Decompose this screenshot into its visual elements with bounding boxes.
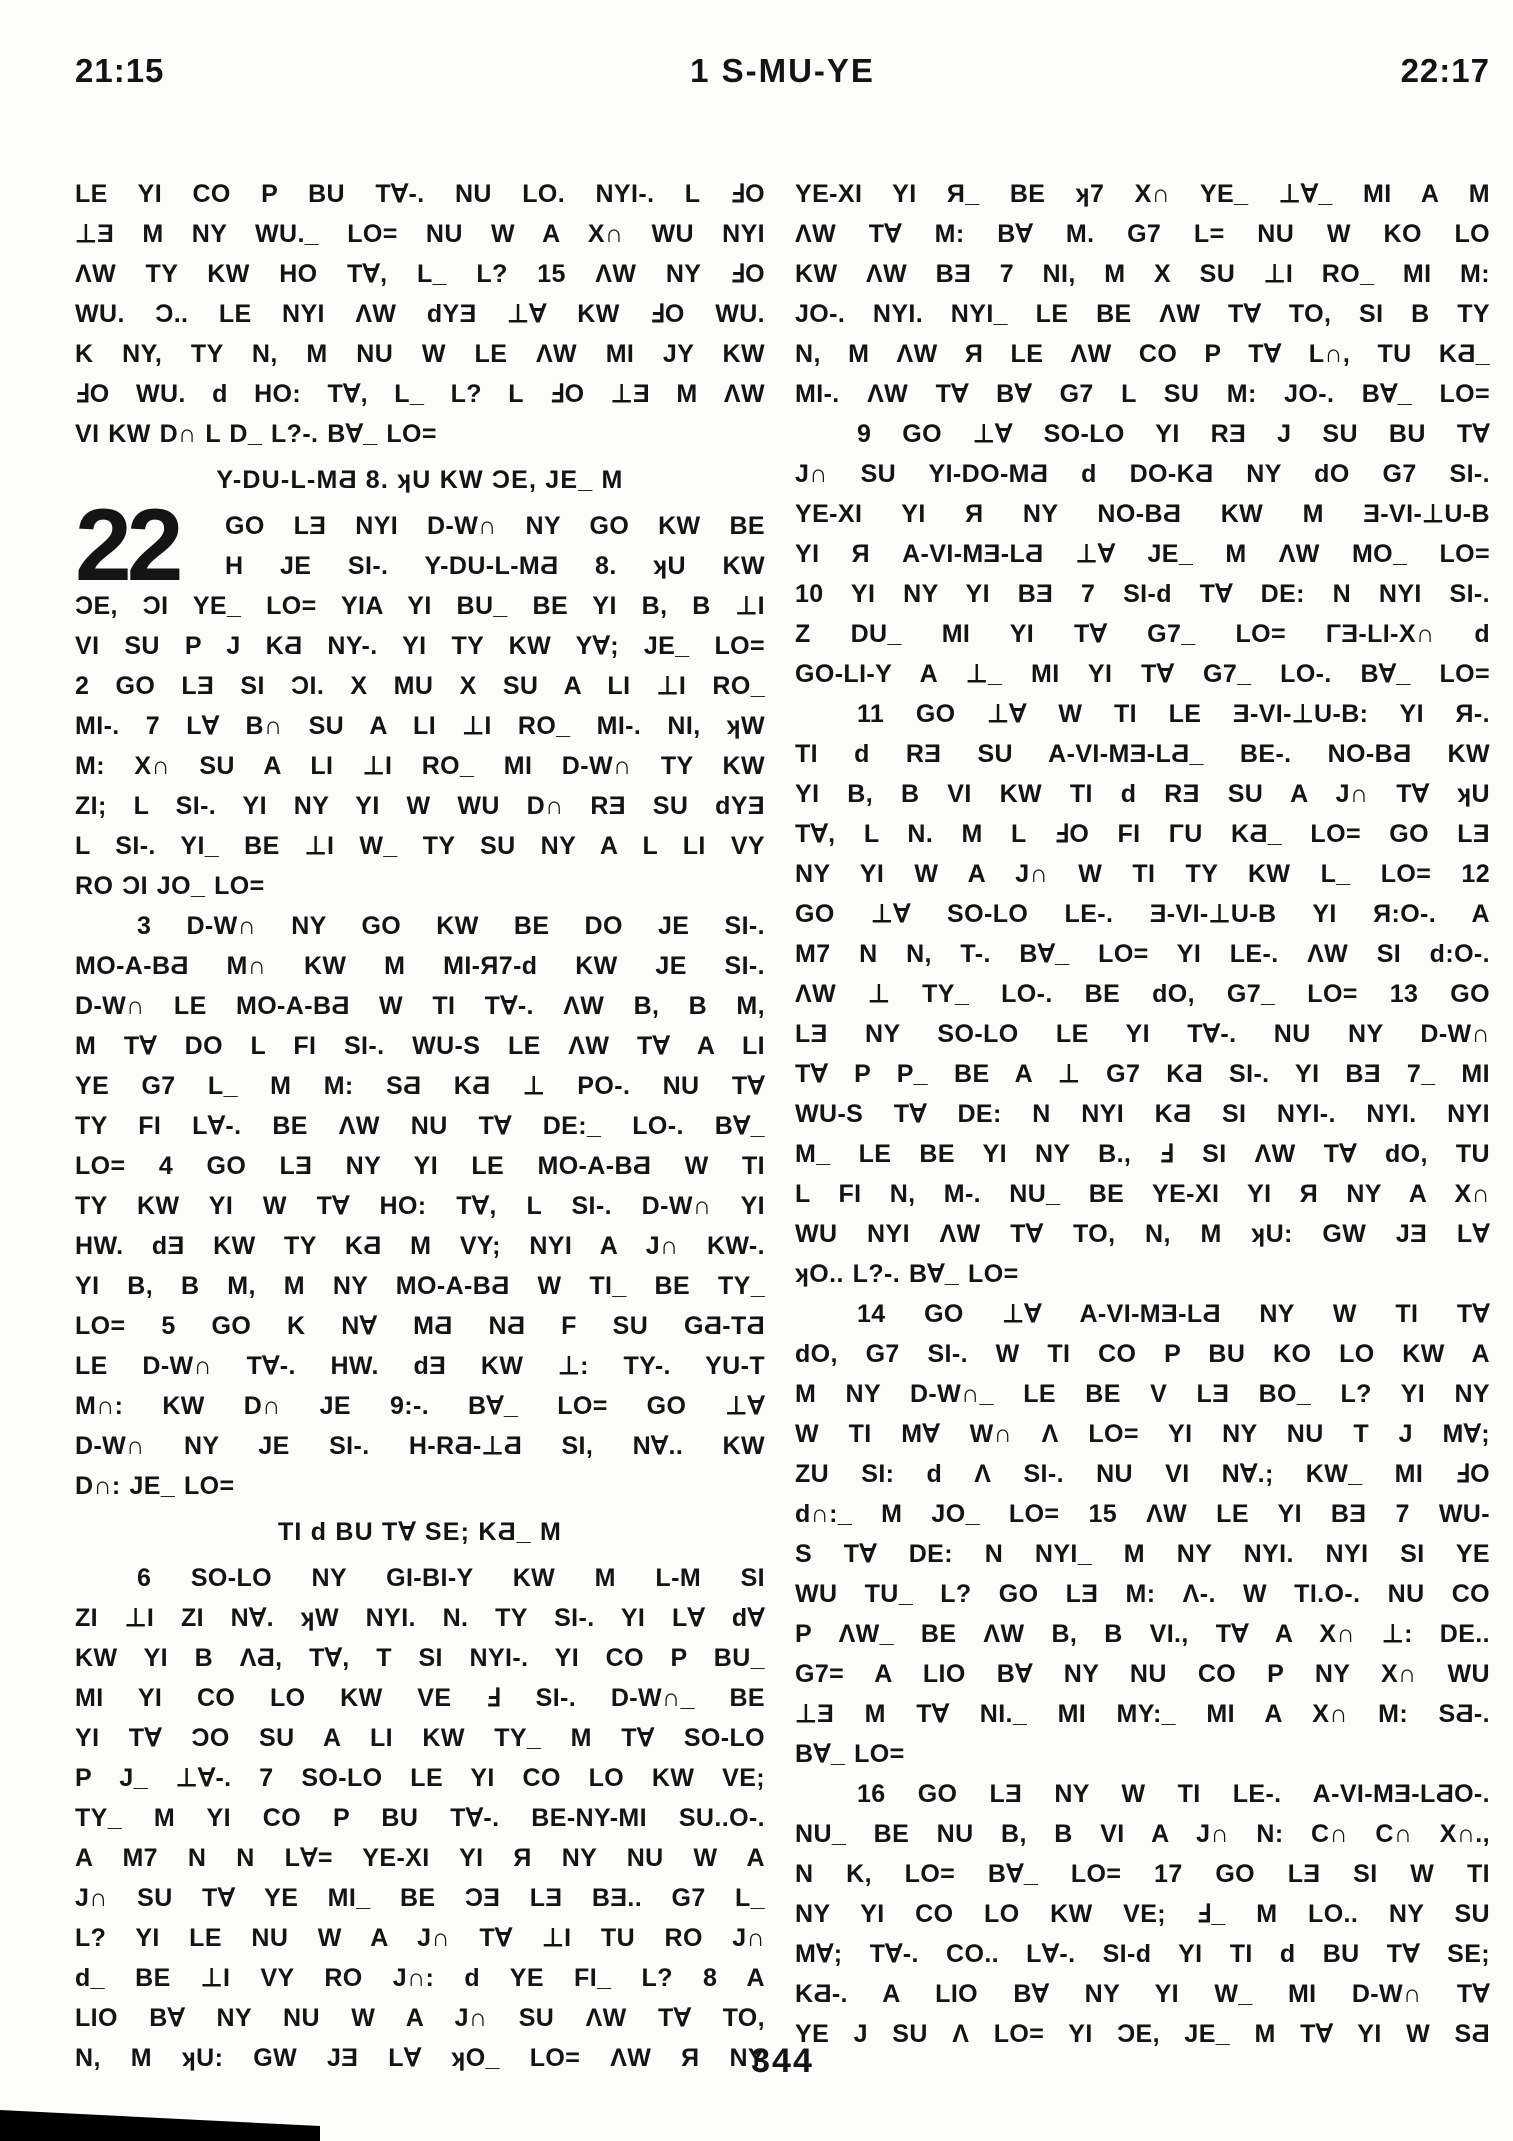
text-line: LE D-W∩ T∀-. HW. dƎ KW ⊥: TY-. YU-T — [75, 1352, 765, 1380]
text-line: MI-. ΛW T∀ B∀ G7 L SU M: JO-. B∀_ LO= — [795, 380, 1490, 408]
text-line: MO-A-BƋ M∩ KW M MI-Я7-d KW JE SI-. — [75, 952, 765, 980]
text-line: TI d RƎ SU A-VI-MƎ-LƋ_ BE-. NO-BƋ KW — [795, 740, 1490, 768]
paragraph — [75, 1558, 765, 2078]
text-line: M_ LE BE YI NY B., Ⅎ SI ΛW T∀ dO, TU — [795, 1140, 1490, 1168]
running-header — [75, 0, 1490, 90]
text-line: 10 YI NY YI BƎ 7 SI-d T∀ DE: N NYI SI-. — [795, 580, 1490, 608]
text-line: ΛW TY KW HO T∀, L_ L? 15 ΛW NY ℲO — [75, 260, 765, 288]
text-line: 2 GO LƎ SI ƆI. X MU X SU A LI ⊥I RO_ — [75, 672, 765, 700]
text-line: D-W∩ LE MO-A-BƋ W TI T∀-. ΛW B, B M, — [75, 992, 765, 1020]
text-line: P ΛW_ BE ΛW B, B VI., T∀ A X∩ ⊥: DE.. — [795, 1620, 1490, 1648]
text-line: D-W∩ NY JE SI-. H-RƋ-⊥Ƌ SI, N∀.. KW — [75, 1432, 765, 1460]
paragraph — [795, 174, 1490, 2054]
text-line: ƆE, ƆI YE_ LO= YIA YI BU_ BE YI B, B ⊥I — [75, 592, 765, 620]
text-line: Z DU_ MI YI T∀ G7_ LO= ΓƎ-LI-X∩ d — [795, 620, 1490, 648]
text-line: NU_ BE NU B, B VI A J∩ N: C∩ C∩ X∩., — [795, 1820, 1490, 1848]
text-line: HW. dƎ KW TY KƋ M VY; NYI A J∩ KW-. — [75, 1232, 765, 1260]
text-line: NY YI W A J∩ W TI TY KW L_ LO= 12 — [795, 860, 1490, 888]
text-line: JO-. NYI. NYI_ LE BE ΛW T∀ TO, SI B TY — [795, 300, 1490, 328]
text-line: LE YI CO P BU T∀-. NU LO. NYI-. L ℲO — [75, 180, 765, 208]
text-line: 14 GO ⊥∀ A-VI-MƎ-LƋ NY W TI T∀ — [857, 1300, 1490, 1328]
text-line: 3 D-W∩ NY GO KW BE DO JE SI-. — [137, 912, 765, 940]
text-line: ZI ⊥I ZI N∀. ʞW NYI. N. TY SI-. YI L∀ d∀ — [75, 1604, 765, 1632]
header-right-reference: 22:17 — [1400, 52, 1490, 89]
text-line: B∀_ LO= — [795, 1740, 905, 1768]
column-right — [795, 174, 1490, 2078]
page-number: 344 — [751, 2042, 814, 2080]
text-line: LO= 4 GO LƎ NY YI LE MO-A-BƋ W TI — [75, 1152, 765, 1180]
text-line: M NY D-W∩_ LE BE V LƎ BO_ L? YI NY — [795, 1380, 1490, 1408]
text-line: KW YI B ΛƋ, T∀, T SI NYI-. YI CO P BU_ — [75, 1644, 765, 1672]
text-line: GO-LI-Y A ⊥_ MI YI T∀ G7_ LO-. B∀_ LO= — [795, 660, 1490, 688]
text-line: J∩ SU YI-DO-MƋ d DO-KƋ NY dO G7 SI-. — [795, 460, 1490, 488]
text-line: YI B, B M, M NY MO-A-BƋ W TI_ BE TY_ — [75, 1272, 765, 1300]
text-line: N, M ʞU: GW JƎ L∀ ʞO_ LO= ΛW Я NY — [75, 2044, 765, 2072]
section-heading: TI d BU T∀ SE; KƋ_ M — [277, 1518, 563, 1546]
text-line: WU NYI ΛW T∀ TO, N, M ʞU: GW JƎ L∀ — [795, 1220, 1490, 1248]
text-line: ʞO.. L?-. B∀_ LO= — [795, 1260, 1019, 1288]
text-line: J∩ SU T∀ YE MI_ BE ƆƎ LƎ BƎ.. G7 L_ — [75, 1884, 765, 1912]
text-line: G7= A LIO B∀ NY NU CO P NY X∩ WU — [795, 1660, 1490, 1688]
text-line: LƎ NY SO-LO LE YI T∀-. NU NY D-W∩ — [795, 1020, 1490, 1048]
text-line: d_ BE ⊥I VY RO J∩: d YE FI_ L? 8 A — [75, 1964, 765, 1992]
text-line: T∀, L N. M L ℲO FI ΓU KƋ_ LO= GO LƎ — [795, 820, 1490, 848]
text-line: YE G7 L_ M M: SƋ KƋ ⊥ PO-. NU T∀ — [75, 1072, 765, 1100]
text-line: KW ΛW BƎ 7 NI, M X SU ⊥I RO_ MI M: — [795, 260, 1490, 288]
text-line: TY KW YI W T∀ HO: T∀, L SI-. D-W∩ YI — [75, 1192, 765, 1220]
text-line: 9 GO ⊥∀ SO-LO YI RƎ J SU BU T∀ — [857, 420, 1490, 448]
text-line: LO= 5 GO K N∀ MƋ NƋ F SU GƋ-TƋ — [75, 1312, 765, 1340]
chapter-number: 22 — [75, 488, 179, 602]
text-line: N, M ΛW Я LE ΛW CO P T∀ L∩, TU KƋ_ — [795, 340, 1490, 368]
column-left — [75, 174, 765, 2078]
text-line: VI KW D∩ L D_ L?-. B∀_ LO= — [75, 420, 437, 448]
text-line: YI T∀ ƆO SU A LI KW TY_ M T∀ SO-LO — [75, 1724, 765, 1752]
text-line: WU TU_ L? GO LƎ M: Λ-. W TI.O-. NU CO — [795, 1580, 1490, 1608]
text-line: M: X∩ SU A LI ⊥I RO_ MI D-W∩ TY KW — [75, 752, 765, 780]
header-left-reference: 21:15 — [75, 52, 165, 89]
text-line: YE-XI YI Я_ BE ʞ7 X∩ YE_ ⊥∀_ MI A M — [795, 180, 1490, 208]
scan-artifact-black-wedge — [0, 2091, 320, 2141]
header-book-title: 1 S-MU-YE — [690, 52, 875, 89]
text-line: ⊥Ǝ M NY WU._ LO= NU W A X∩ WU NYI — [75, 220, 765, 248]
paragraph — [75, 174, 765, 454]
text-line: S T∀ DE: N NYI_ M NY NYI. NYI SI YE — [795, 1540, 1490, 1568]
text-line: ⊥Ǝ M T∀ NI._ MI MY:_ MI A X∩ M: SƋ-. — [795, 1700, 1490, 1728]
text-line: ΛW ⊥ TY_ LO-. BE dO, G7_ LO= 13 GO — [795, 980, 1490, 1008]
text-line: L? YI LE NU W A J∩ T∀ ⊥I TU RO J∩ — [75, 1924, 765, 1952]
text-line: W TI M∀ W∩ Λ LO= YI NY NU T J M∀; — [795, 1420, 1490, 1448]
text-line: YE J SU Λ LO= YI ƆE, JE_ M T∀ YI W SƋ — [795, 2020, 1490, 2048]
text-line: LIO B∀ NY NU W A J∩ SU ΛW T∀ TO, — [75, 2004, 765, 2032]
text-line: VI SU P J KƋ NY-. YI TY KW Y∀; JE_ LO= — [75, 632, 765, 660]
text-line: 16 GO LƎ NY W TI LE-. A-VI-MƎ-LƋO-. — [857, 1780, 1490, 1808]
text-line: N K, LO= B∀_ LO= 17 GO LƎ SI W TI — [795, 1860, 1490, 1888]
text-line: P J_ ⊥∀-. 7 SO-LO LE YI CO LO KW VE; — [75, 1764, 765, 1792]
chapter-start-block — [75, 488, 765, 602]
text-line: D∩: JE_ LO= — [75, 1472, 235, 1500]
text-line: ΛW T∀ M: B∀ M. G7 L= NU W KO LO — [795, 220, 1490, 248]
text-line: TY FI L∀-. BE ΛW NU T∀ DE:_ LO-. B∀_ — [75, 1112, 765, 1140]
text-line: M T∀ DO L FI SI-. WU-S LE ΛW T∀ A LI — [75, 1032, 765, 1060]
text-line: NY YI CO LO KW VE; Ⅎ_ M LO.. NY SU — [795, 1900, 1490, 1928]
text-line: 6 SO-LO NY GI-BI-Y KW M L-M SI — [137, 1564, 765, 1592]
paragraph — [75, 586, 765, 1506]
text-line: YI B, B VI KW TI d RƎ SU A J∩ T∀ ʞU — [795, 780, 1490, 808]
text-line: WU-S T∀ DE: N NYI KƋ SI NYI-. NYI. NYI — [795, 1100, 1490, 1128]
text-line: M∀; T∀-. CO.. L∀-. SI-d YI TI d BU T∀ SE; — [795, 1940, 1490, 1968]
page-content — [75, 0, 1490, 2078]
text-line: d∩:_ M JO_ LO= 15 ΛW LE YI BƎ 7 WU- — [795, 1500, 1490, 1528]
chapter-first-lines — [225, 506, 765, 586]
text-line: YE-XI YI Я NY NO-BƋ KW M Ǝ-VI-⊥U-B — [795, 500, 1490, 528]
text-line: M7 N N, T-. B∀_ LO= YI LE-. ΛW SI d:O-. — [795, 940, 1490, 968]
text-line: MI-. 7 L∀ B∩ SU A LI ⊥I RO_ MI-. NI, ʞW — [75, 712, 765, 740]
text-line: ℲO WU. d HO: T∀, L_ L? L ℲO ⊥Ǝ M ΛW — [75, 380, 765, 408]
text-line: ZI; L SI-. YI NY YI W WU D∩ RƎ SU dYƎ — [75, 792, 765, 820]
text-line: L SI-. YI_ BE ⊥I W_ TY SU NY A L LI VY — [75, 832, 765, 860]
text-line: M∩: KW D∩ JE 9:-. B∀_ LO= GO ⊥∀ — [75, 1392, 765, 1420]
text-line: GO ⊥∀ SO-LO LE-. Ǝ-VI-⊥U-B YI Я:O-. A — [795, 900, 1490, 928]
text-line: T∀ P P_ BE A ⊥ G7 KƋ SI-. YI BƎ 7_ MI — [795, 1060, 1490, 1088]
text-line: TY_ M YI CO P BU T∀-. BE-NY-MI SU..O-. — [75, 1804, 765, 1832]
text-line: WU. Ɔ.. LE NYI ΛW dYƎ ⊥∀ KW ℲO WU. — [75, 300, 765, 328]
text-line: YI Я A-VI-MƎ-LƋ ⊥∀ JE_ M ΛW MO_ LO= — [795, 540, 1490, 568]
text-line: K NY, TY N, M NU W LE ΛW MI JY KW — [75, 340, 765, 368]
text-line: A M7 N N L∀= YE-XI YI Я NY NU W A — [75, 1844, 765, 1872]
text-line: H JE SI-. Y-DU-L-MƋ 8. ʞU KW — [225, 552, 765, 580]
text-line: KƋ-. A LIO B∀ NY YI W_ MI D-W∩ T∀ — [795, 1980, 1490, 2008]
text-line: 11 GO ⊥∀ W TI LE Ǝ-VI-⊥U-B: YI Я-. — [857, 700, 1490, 728]
text-line: RO ƆI JO_ LO= — [75, 872, 265, 900]
section-heading: Y-DU-L-MƋ 8. ʞU KW ƆE, JE_ M — [216, 466, 624, 494]
text-line: L FI N, M-. NU_ BE YE-XI YI Я NY A X∩ — [795, 1180, 1490, 1208]
two-column-text — [75, 174, 1490, 2078]
text-line: dO, G7 SI-. W TI CO P BU KO LO KW A — [795, 1340, 1490, 1368]
text-line: GO LƎ NYI D-W∩ NY GO KW BE — [225, 512, 765, 540]
text-line: MI YI CO LO KW VE Ⅎ SI-. D-W∩_ BE — [75, 1684, 765, 1712]
text-line: ZU SI: d Λ SI-. NU VI N∀.; KW_ MI ℲO — [795, 1460, 1490, 1488]
